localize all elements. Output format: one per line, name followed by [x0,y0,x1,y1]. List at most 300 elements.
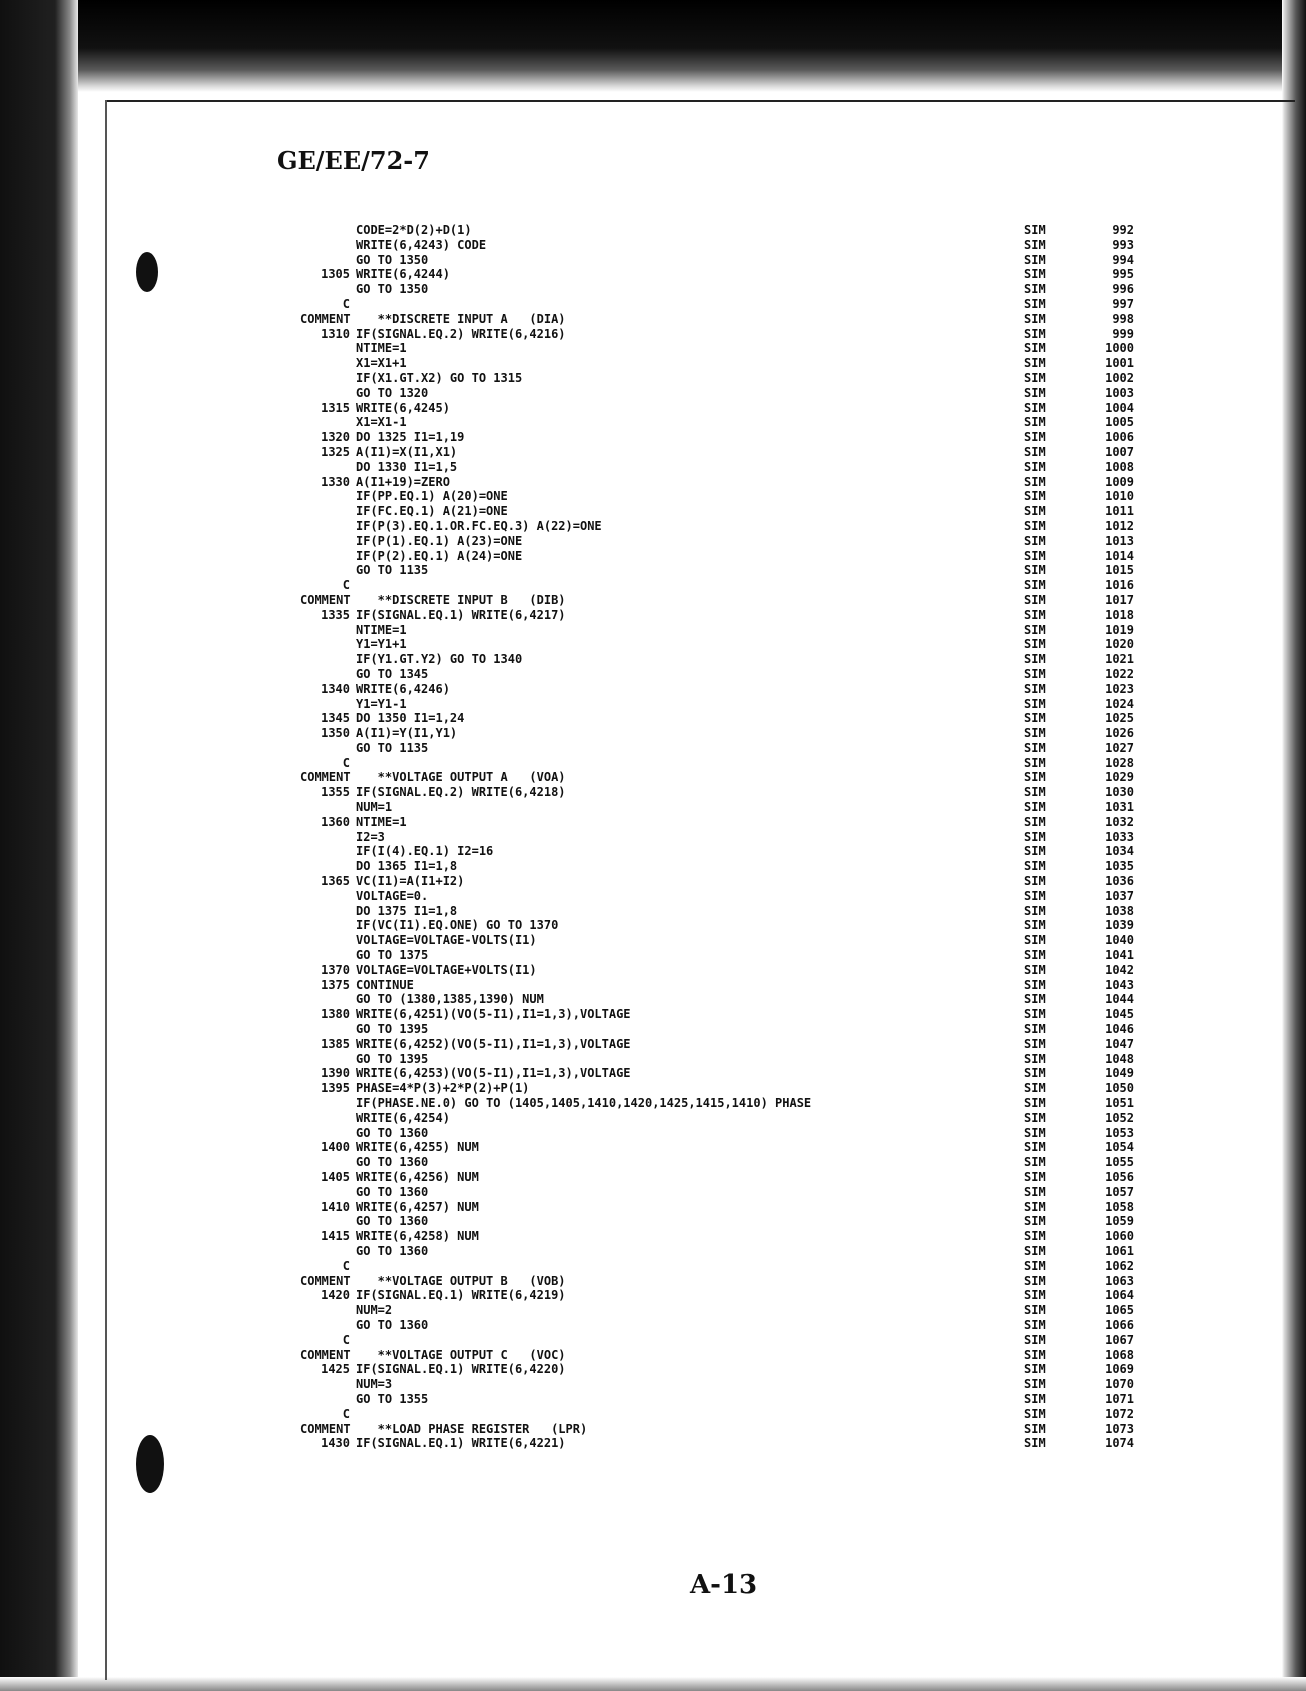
sequence-id: SIM [1024,1110,1046,1125]
sequence-number: 1039 [1105,918,1134,933]
statement-text: CONTINUE [356,977,414,992]
statement-label [300,1214,356,1229]
sequence-number: 1002 [1105,370,1134,385]
sequence-number: 1042 [1105,962,1134,977]
code-line [300,756,1290,771]
statement-text: WRITE(6,4244) [356,267,450,282]
statement-text: GO TO 1360 [356,1184,429,1199]
sequence-id: SIM [1024,370,1046,385]
code-line [300,593,1290,608]
statement-label [300,223,356,238]
sequence-id: SIM [1024,444,1046,459]
statement-label: COMMENT [300,1273,351,1288]
sequence-number: 1073 [1105,1421,1134,1436]
sequence-number: 1047 [1105,1036,1134,1051]
sequence-id: SIM [1024,518,1046,533]
code-line [300,282,1290,297]
code-line [300,667,1290,682]
sequence-id: SIM [1024,800,1046,815]
page-frame-top-line [105,100,1295,102]
statement-label: 1365 [321,874,350,889]
statement-label: 1310 [321,326,350,341]
statement-label: COMMENT [300,311,351,326]
statement-label [300,652,356,667]
statement-label: C [342,296,350,311]
sequence-number: 1062 [1105,1258,1134,1273]
code-line [300,652,1290,667]
sequence-id: SIM [1024,341,1046,356]
sequence-number: 1052 [1105,1110,1134,1125]
statement-text: GO TO 1345 [356,666,429,681]
code-line [300,933,1290,948]
statement-text: Y1=Y1-1 [356,696,407,711]
sequence-id: SIM [1024,1036,1046,1051]
sequence-id: SIM [1024,829,1046,844]
sequence-number: 1046 [1105,1022,1134,1037]
sequence-number: 1059 [1105,1214,1134,1229]
sequence-number: 1041 [1105,948,1134,963]
code-line [300,489,1290,504]
sequence-number: 1011 [1105,504,1134,519]
statement-text: IF(SIGNAL.EQ.1) WRITE(6,4220) [356,1362,566,1377]
binder-hole-top [136,252,158,292]
statement-label [300,800,356,815]
sequence-number: 1020 [1105,637,1134,652]
statement-label [300,830,356,845]
sequence-id: SIM [1024,223,1046,237]
code-line [300,800,1290,815]
statement-text: WRITE(6,4253)(VO(5-I1),I1=1,3),VOLTAGE [356,1066,631,1081]
code-line [300,1170,1290,1185]
sequence-id: SIM [1024,504,1046,519]
sequence-id: SIM [1024,918,1046,933]
sequence-number: 1064 [1105,1288,1134,1303]
statement-text: GO TO 1360 [356,1243,429,1258]
statement-text: GO TO 1375 [356,948,429,963]
statement-label: 1395 [321,1081,350,1096]
sequence-id: SIM [1024,740,1046,755]
sequence-number: 1048 [1105,1051,1134,1066]
statement-label [300,741,356,756]
statement-text: NTIME=1 [356,341,407,356]
statement-text: **VOLTAGE OUTPUT B (VOB) [356,1273,566,1288]
sequence-id: SIM [1024,652,1046,667]
statement-label [300,415,356,430]
statement-label: 1400 [321,1140,350,1155]
code-line [300,238,1290,253]
code-line [300,889,1290,904]
statement-label [300,563,356,578]
statement-text: IF(P(3).EQ.1.OR.FC.EQ.3) A(22)=ONE [356,518,602,533]
statement-text: IF(SIGNAL.EQ.1) WRITE(6,4219) [356,1288,566,1303]
sequence-number: 1007 [1105,444,1134,459]
statement-label [300,889,356,904]
sequence-number: 1070 [1105,1377,1134,1392]
sequence-number: 997 [1112,296,1134,311]
sequence-number: 992 [1112,223,1134,237]
code-line [300,223,1290,238]
statement-label: 1385 [321,1036,350,1051]
code-line [300,475,1290,490]
sequence-number: 1069 [1105,1362,1134,1377]
code-line [300,1362,1290,1377]
statement-text: DO 1325 I1=1,19 [356,430,465,445]
scan-left-border [0,0,78,1691]
binder-hole-bottom [136,1435,164,1493]
statement-label [300,1022,356,1037]
sequence-id: SIM [1024,1362,1046,1377]
statement-text: GO TO 1360 [356,1317,429,1332]
code-line [300,1333,1290,1348]
code-line [300,697,1290,712]
code-line [300,1052,1290,1067]
sequence-number: 1028 [1105,755,1134,770]
sequence-number: 1071 [1105,1391,1134,1406]
sequence-id: SIM [1024,459,1046,474]
statement-text: GO TO 1395 [356,1022,429,1037]
statement-text: DO 1375 I1=1,8 [356,903,458,918]
statement-text: GO TO 1360 [356,1214,429,1229]
code-line [300,1274,1290,1289]
sequence-id: SIM [1024,533,1046,548]
statement-text: PHASE=4*P(3)+2*P(2)+P(1) [356,1081,530,1096]
statement-text: DO 1350 I1=1,24 [356,711,465,726]
sequence-number: 1018 [1105,607,1134,622]
sequence-id: SIM [1024,1199,1046,1214]
statement-text: Y1=Y1+1 [356,637,407,652]
sequence-number: 1055 [1105,1155,1134,1170]
sequence-id: SIM [1024,1317,1046,1332]
statement-label: 1315 [321,400,350,415]
sequence-id: SIM [1024,814,1046,829]
code-line [300,918,1290,933]
sequence-id: SIM [1024,237,1046,252]
statement-text: VOLTAGE=0. [356,888,429,903]
code-line [300,682,1290,697]
statement-label: COMMENT [300,1347,351,1362]
sequence-id: SIM [1024,1051,1046,1066]
code-line [300,312,1290,327]
code-line [300,1096,1290,1111]
statement-label [300,489,356,504]
sequence-id: SIM [1024,1243,1046,1258]
code-line [300,356,1290,371]
statement-text: CODE=2*D(2)+D(1) [356,223,472,237]
code-line [300,1185,1290,1200]
code-line [300,1022,1290,1037]
statement-label [300,1126,356,1141]
statement-text: NTIME=1 [356,814,407,829]
statement-text: **DISCRETE INPUT B (DIB) [356,592,566,607]
sequence-number: 1023 [1105,681,1134,696]
code-line [300,1392,1290,1407]
sequence-number: 1068 [1105,1347,1134,1362]
code-line [300,445,1290,460]
statement-text: X1=X1+1 [356,356,407,371]
statement-text: IF(PHASE.NE.0) GO TO (1405,1405,1410,1420,1425,1415,1410) PHASE [356,1096,812,1111]
sequence-number: 1016 [1105,578,1134,593]
sequence-number: 1057 [1105,1184,1134,1199]
code-line [300,1081,1290,1096]
sequence-number: 1043 [1105,977,1134,992]
code-line [300,1259,1290,1274]
statement-label [300,623,356,638]
statement-text: GO TO 1135 [356,740,429,755]
statement-label [300,238,356,253]
sequence-number: 996 [1112,282,1134,297]
sequence-id: SIM [1024,844,1046,859]
code-line [300,1422,1290,1437]
statement-label [300,341,356,356]
statement-text: WRITE(6,4245) [356,400,450,415]
sequence-number: 994 [1112,252,1134,267]
sequence-number: 1060 [1105,1229,1134,1244]
statement-text: WRITE(6,4243) CODE [356,237,487,252]
statement-label [300,904,356,919]
statement-label: C [342,1258,350,1273]
sequence-number: 1061 [1105,1243,1134,1258]
statement-label [300,667,356,682]
statement-label [300,549,356,564]
statement-text [356,578,1024,593]
code-line [300,1111,1290,1126]
sequence-number: 1044 [1105,992,1134,1007]
code-line [300,297,1290,312]
code-line [300,1214,1290,1229]
sequence-id: SIM [1024,400,1046,415]
statement-label: COMMENT [300,1421,351,1436]
sequence-number: 1030 [1105,785,1134,800]
sequence-number: 1001 [1105,356,1134,371]
code-line [300,460,1290,475]
sequence-id: SIM [1024,681,1046,696]
sequence-id: SIM [1024,578,1046,593]
statement-label [300,1096,356,1111]
code-line [300,770,1290,785]
code-line [300,859,1290,874]
statement-label: 1390 [321,1066,350,1081]
statement-text: GO TO 1360 [356,1155,429,1170]
sequence-id: SIM [1024,563,1046,578]
sequence-id: SIM [1024,1303,1046,1318]
code-line [300,1348,1290,1363]
sequence-id: SIM [1024,726,1046,741]
statement-label [300,1318,356,1333]
sequence-number: 1012 [1105,518,1134,533]
sequence-id: SIM [1024,1007,1046,1022]
statement-label [300,1155,356,1170]
sequence-id: SIM [1024,415,1046,430]
code-line [300,253,1290,268]
statement-text: IF(VC(I1).EQ.ONE) GO TO 1370 [356,918,559,933]
statement-label [300,1303,356,1318]
statement-text: **VOLTAGE OUTPUT C (VOC) [356,1347,566,1362]
statement-text: WRITE(6,4255) NUM [356,1140,479,1155]
sequence-number: 1037 [1105,888,1134,903]
sequence-id: SIM [1024,962,1046,977]
statement-text: **VOLTAGE OUTPUT A (VOA) [356,770,566,785]
code-line [300,1407,1290,1422]
statement-text: GO TO 1395 [356,1051,429,1066]
code-line [300,1007,1290,1022]
code-line [300,830,1290,845]
scan-top-border [0,0,1306,92]
statement-label: 1430 [321,1436,350,1451]
sequence-number: 1009 [1105,474,1134,489]
statement-text: WRITE(6,4246) [356,681,450,696]
statement-text [356,756,1024,771]
sequence-number: 999 [1112,326,1134,341]
statement-text: VC(I1)=A(I1+I2) [356,874,465,889]
statement-label: COMMENT [300,592,351,607]
code-line [300,341,1290,356]
sequence-number: 1013 [1105,533,1134,548]
sequence-number: 1066 [1105,1317,1134,1332]
sequence-id: SIM [1024,874,1046,889]
statement-text: WRITE(6,4257) NUM [356,1199,479,1214]
sequence-id: SIM [1024,622,1046,637]
sequence-number: 1025 [1105,711,1134,726]
code-line [300,267,1290,282]
statement-text: IF(SIGNAL.EQ.1) WRITE(6,4221) [356,1436,566,1451]
sequence-number: 1005 [1105,415,1134,430]
sequence-id: SIM [1024,888,1046,903]
code-line [300,1377,1290,1392]
sequence-id: SIM [1024,770,1046,785]
statement-label: 1335 [321,607,350,622]
statement-text: WRITE(6,4252)(VO(5-I1),I1=1,3),VOLTAGE [356,1036,631,1051]
sequence-id: SIM [1024,267,1046,282]
sequence-id: SIM [1024,385,1046,400]
statement-label: 1360 [321,814,350,829]
statement-text [356,297,1024,312]
code-line [300,386,1290,401]
code-line [300,1140,1290,1155]
statement-label [300,697,356,712]
code-line [300,1155,1290,1170]
sequence-id: SIM [1024,1406,1046,1421]
code-line [300,578,1290,593]
sequence-id: SIM [1024,1421,1046,1436]
sequence-number: 1058 [1105,1199,1134,1214]
code-line [300,992,1290,1007]
sequence-number: 1006 [1105,430,1134,445]
scan-bottom-border [0,1677,1306,1691]
sequence-id: SIM [1024,785,1046,800]
statement-text: GO TO 1320 [356,385,429,400]
code-line [300,741,1290,756]
sequence-number: 1056 [1105,1170,1134,1184]
statement-text: GO TO 1135 [356,563,429,578]
code-line [300,1318,1290,1333]
statement-text: A(I1)=Y(I1,Y1) [356,726,458,741]
statement-text: WRITE(6,4254) [356,1110,450,1125]
page-frame-left-line [105,100,107,1680]
sequence-id: SIM [1024,933,1046,948]
code-line [300,1229,1290,1244]
statement-label [300,844,356,859]
sequence-number: 1004 [1105,400,1134,415]
sequence-id: SIM [1024,430,1046,445]
sequence-number: 1049 [1105,1066,1134,1081]
code-line [300,948,1290,963]
statement-text: GO TO (1380,1385,1390) NUM [356,992,544,1007]
statement-text: IF(P(1).EQ.1) A(23)=ONE [356,533,523,548]
sequence-id: SIM [1024,992,1046,1007]
sequence-id: SIM [1024,1022,1046,1037]
sequence-number: 1027 [1105,740,1134,755]
page-number: A-13 [690,1570,758,1600]
sequence-number: 1053 [1105,1125,1134,1140]
statement-text [356,1259,1024,1274]
statement-text: IF(P(2).EQ.1) A(24)=ONE [356,548,523,563]
sequence-id: SIM [1024,489,1046,504]
sequence-id: SIM [1024,948,1046,963]
statement-text: GO TO 1350 [356,252,429,267]
sequence-id: SIM [1024,311,1046,326]
sequence-number: 1032 [1105,814,1134,829]
statement-label: 1330 [321,474,350,489]
sequence-number: 1038 [1105,903,1134,918]
statement-label: 1370 [321,962,350,977]
sequence-id: SIM [1024,548,1046,563]
sequence-id: SIM [1024,1436,1046,1451]
sequence-number: 1003 [1105,385,1134,400]
code-line [300,726,1290,741]
code-line [300,608,1290,623]
sequence-number: 1035 [1105,859,1134,874]
statement-label: 1340 [321,681,350,696]
sequence-id: SIM [1024,1170,1046,1184]
statement-label: C [342,578,350,593]
sequence-number: 1065 [1105,1303,1134,1318]
sequence-id: SIM [1024,1155,1046,1170]
statement-text: IF(SIGNAL.EQ.2) WRITE(6,4216) [356,326,566,341]
sequence-id: SIM [1024,296,1046,311]
code-line [300,549,1290,564]
statement-label: 1305 [321,267,350,282]
statement-label: 1380 [321,1007,350,1022]
sequence-number: 1054 [1105,1140,1134,1155]
code-line [300,327,1290,342]
statement-label [300,1377,356,1392]
sequence-id: SIM [1024,1140,1046,1155]
statement-text: WRITE(6,4251)(VO(5-I1),I1=1,3),VOLTAGE [356,1007,631,1022]
sequence-id: SIM [1024,252,1046,267]
sequence-id: SIM [1024,326,1046,341]
sequence-number: 1008 [1105,459,1134,474]
code-line [300,1126,1290,1141]
code-line [300,415,1290,430]
statement-label: C [342,1406,350,1421]
code-line [300,844,1290,859]
code-line [300,371,1290,386]
sequence-number: 1024 [1105,696,1134,711]
statement-label [300,992,356,1007]
statement-label [300,1185,356,1200]
statement-label [300,504,356,519]
sequence-number: 1019 [1105,622,1134,637]
sequence-id: SIM [1024,474,1046,489]
statement-label [300,282,356,297]
statement-label [300,1111,356,1126]
sequence-number: 1063 [1105,1273,1134,1288]
sequence-id: SIM [1024,1273,1046,1288]
code-line [300,874,1290,889]
statement-label: 1355 [321,785,350,800]
code-line [300,978,1290,993]
sequence-number: 1017 [1105,592,1134,607]
